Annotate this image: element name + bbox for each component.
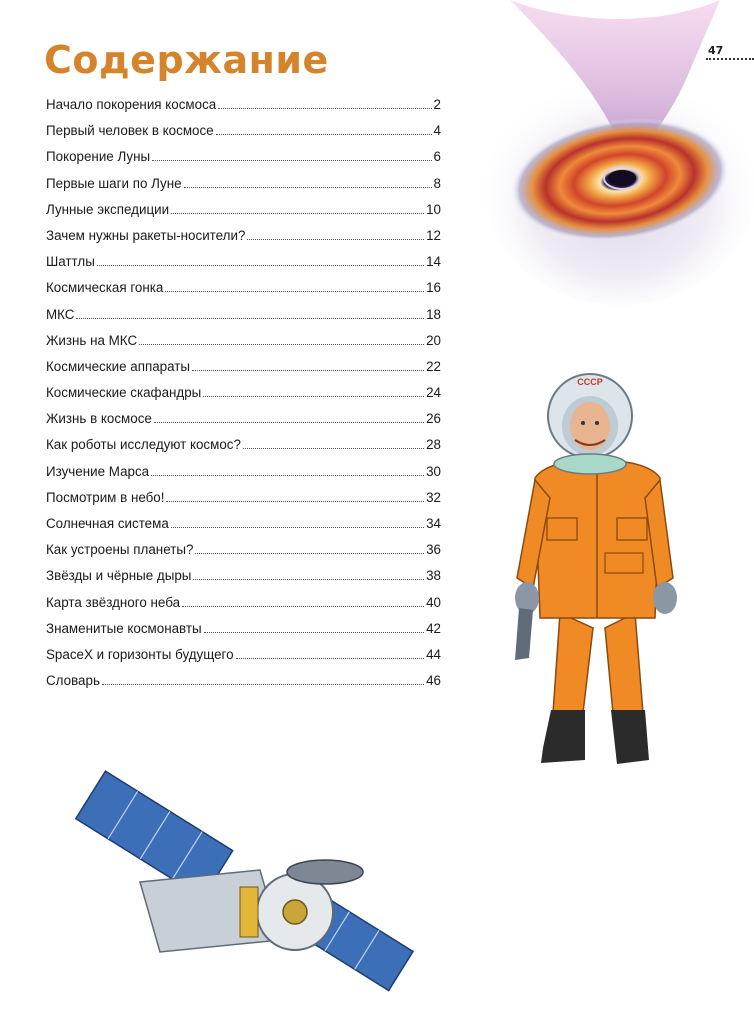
- toc-dot-leader: [203, 396, 424, 397]
- toc-item-title: Первые шаги по Луне: [46, 175, 182, 191]
- toc-item-title: Шаттлы: [46, 254, 95, 270]
- toc-item-page: 36: [426, 542, 441, 558]
- toc-dot-leader: [139, 344, 424, 345]
- toc-item-page: 40: [426, 594, 441, 610]
- toc-item[interactable]: [46, 97, 441, 123]
- toc-item-page: 26: [426, 411, 441, 427]
- toc-item-title: Покорение Луны: [46, 149, 151, 165]
- toc-item-title: Как устроены планеты?: [46, 542, 194, 558]
- toc-item-title: SpaceX и горизонты будущего: [46, 646, 234, 662]
- toc-dot-leader: [184, 187, 432, 188]
- toc-dot-leader: [151, 475, 424, 476]
- toc-item-page: 8: [433, 175, 441, 191]
- toc-dot-leader: [165, 291, 424, 292]
- satellite-illustration: [70, 762, 420, 992]
- toc-dot-leader: [76, 318, 424, 319]
- toc-item-page: 20: [426, 332, 441, 348]
- toc-dot-leader: [166, 501, 424, 502]
- toc-item-page: 42: [426, 620, 441, 636]
- toc-item[interactable]: [46, 516, 441, 542]
- toc-item[interactable]: [46, 359, 441, 385]
- toc-item[interactable]: [46, 673, 441, 699]
- toc-item[interactable]: [46, 542, 441, 568]
- toc-item-page: 32: [426, 489, 441, 505]
- toc-item-title: Зачем нужны ракеты-носители?: [46, 227, 246, 243]
- toc-item-title: Звёзды и чёрные дыры: [46, 568, 192, 584]
- toc-item-page: 46: [426, 673, 441, 689]
- toc-item[interactable]: [46, 437, 441, 463]
- toc-item-title: Словарь: [46, 673, 100, 689]
- toc-item[interactable]: [46, 568, 441, 594]
- toc-item-page: 38: [426, 568, 441, 584]
- toc-item-title: Лунные экспедиции: [46, 201, 170, 217]
- toc-dot-leader: [247, 239, 424, 240]
- toc-dot-leader: [152, 160, 431, 161]
- black-hole-illustration: [470, 0, 754, 310]
- toc-item[interactable]: [46, 228, 441, 254]
- toc-item[interactable]: [46, 149, 441, 175]
- toc-item-page: 12: [426, 227, 441, 243]
- toc-item-page: 30: [426, 463, 441, 479]
- table-of-contents: [46, 97, 441, 699]
- toc-item-page: 6: [433, 149, 441, 165]
- toc-item-page: 34: [426, 516, 441, 531]
- toc-item-title: Как роботы исследуют космос?: [46, 437, 241, 453]
- toc-item[interactable]: [46, 385, 441, 411]
- toc-item[interactable]: [46, 307, 441, 333]
- toc-item-title: Посмотрим в небо!: [46, 489, 165, 505]
- toc-dot-leader: [195, 553, 424, 554]
- toc-dot-leader: [171, 213, 424, 214]
- toc-item[interactable]: [46, 254, 441, 280]
- toc-item-title: Жизнь на МКС: [46, 332, 138, 348]
- toc-dot-leader: [236, 658, 425, 659]
- toc-dot-leader: [216, 134, 432, 135]
- toc-item-page: 22: [426, 358, 441, 374]
- toc-item[interactable]: [46, 621, 441, 647]
- toc-item-title: Знаменитые космонавты: [46, 620, 202, 636]
- toc-item[interactable]: [46, 647, 441, 673]
- toc-item-title: Космические скафандры: [46, 385, 202, 401]
- toc-dot-leader: [192, 370, 424, 371]
- toc-item[interactable]: [46, 123, 441, 149]
- toc-item-page: 28: [426, 437, 441, 453]
- page-number: 47: [708, 44, 724, 57]
- page-title: Содержание: [44, 38, 329, 82]
- toc-dot-leader: [97, 265, 424, 266]
- toc-item[interactable]: [46, 411, 441, 437]
- toc-item[interactable]: [46, 333, 441, 359]
- toc-dot-leader: [171, 527, 424, 528]
- toc-item-page: 10: [426, 201, 441, 217]
- toc-item-page: 4: [433, 123, 441, 139]
- toc-dot-leader: [154, 422, 424, 423]
- toc-item[interactable]: [46, 176, 441, 202]
- toc-item-title: Жизнь в космосе: [46, 411, 152, 427]
- toc-item[interactable]: [46, 464, 441, 490]
- toc-dot-leader: [193, 579, 424, 580]
- toc-item-page: 24: [426, 385, 441, 401]
- toc-item-title: Космическая гонка: [46, 280, 164, 296]
- toc-item-page: 18: [426, 306, 441, 322]
- toc-item-title: Начало покорения космоса: [46, 97, 217, 112]
- toc-item-title: Солнечная система: [46, 516, 169, 531]
- toc-item-page: 14: [426, 254, 441, 270]
- cosmonaut-illustration: [505, 368, 685, 780]
- toc-dot-leader: [218, 108, 431, 109]
- toc-item-title: МКС: [46, 306, 75, 322]
- toc-item[interactable]: [46, 202, 441, 228]
- toc-dot-leader: [102, 684, 424, 685]
- toc-item-title: Изучение Марса: [46, 463, 150, 479]
- helmet-label: СССР: [577, 377, 603, 387]
- toc-dot-leader: [204, 632, 424, 633]
- toc-item[interactable]: [46, 280, 441, 306]
- toc-dot-leader: [182, 606, 424, 607]
- toc-item[interactable]: [46, 595, 441, 621]
- toc-item-title: Космические аппараты: [46, 358, 191, 374]
- toc-item-page: 2: [433, 97, 441, 112]
- toc-item-title: Первый человек в космосе: [46, 123, 214, 139]
- toc-item-page: 44: [426, 646, 441, 662]
- toc-dot-leader: [243, 448, 424, 449]
- toc-item-title: Карта звёздного неба: [46, 594, 181, 610]
- toc-item-page: 16: [426, 280, 441, 296]
- toc-item[interactable]: [46, 490, 441, 516]
